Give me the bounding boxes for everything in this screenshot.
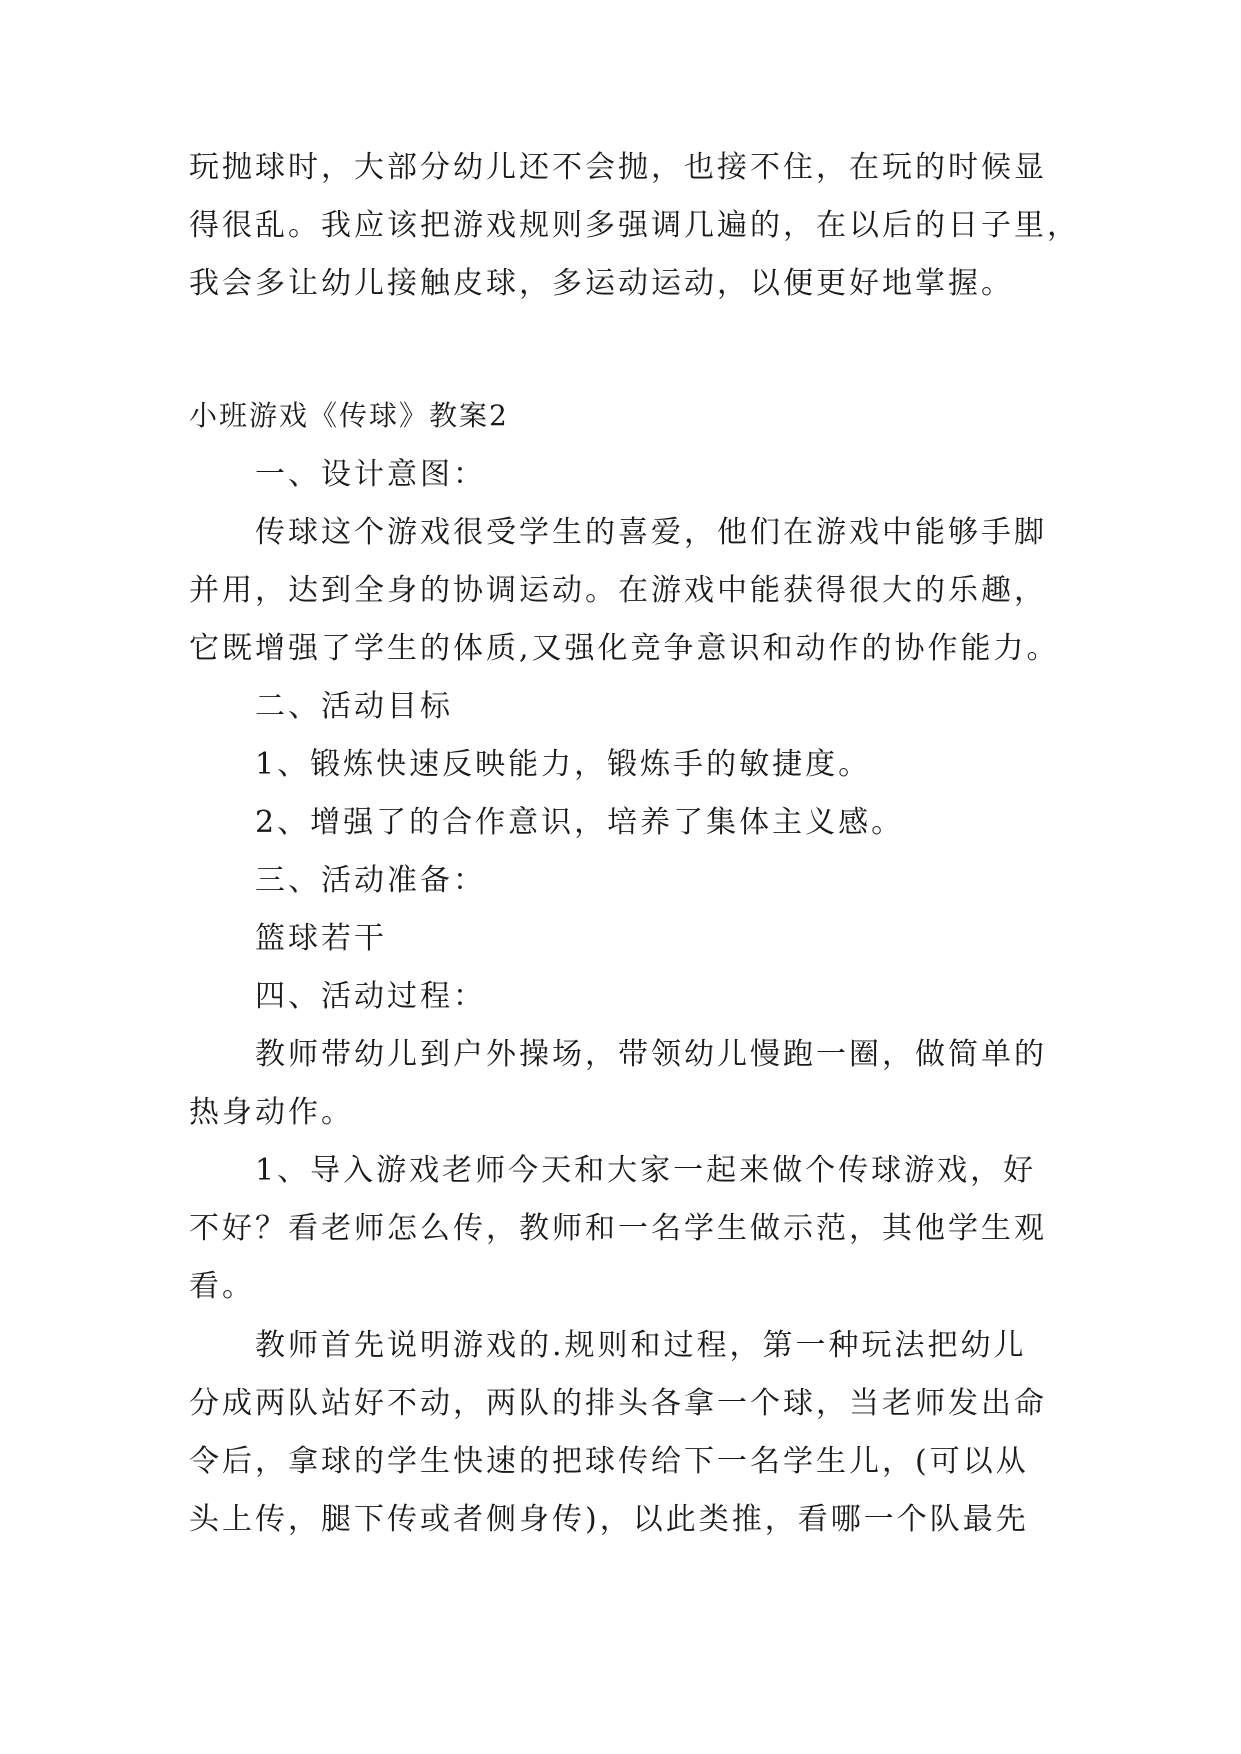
paragraph-line-9: 1、导入游戏老师今天和大家一起来做个传球游戏，好 <box>255 1153 1037 1188</box>
paragraph-line-2: 得很乱。我应该把游戏规则多强调几遍的，在以后的日子里， <box>189 208 1080 243</box>
paragraph-line-14: 令后，拿球的学生快速的把球传给下一名学生儿，(可以从 <box>189 1444 1029 1479</box>
goal-item-2: 2、增强了的合作意识，培养了集体主义感。 <box>255 805 905 840</box>
heading-design-intent: 一、设计意图： <box>255 457 486 492</box>
paragraph-line-5: 并用，达到全身的协调运动。在游戏中能获得很大的乐趣， <box>189 573 1047 608</box>
paragraph-line-7: 教师带幼儿到户外操场，带领幼儿慢跑一圈，做简单的 <box>255 1037 1047 1072</box>
paragraph-line-1: 玩抛球时，大部分幼儿还不会抛，也接不住，在玩的时候显 <box>189 150 1047 185</box>
paragraph-line-6: 它既增强了学生的体质,又强化竞争意识和动作的协作能力。 <box>189 631 1060 666</box>
section-title: 小班游戏《传球》教案2 <box>189 399 509 432</box>
heading-activity-process: 四、活动过程： <box>255 979 486 1014</box>
paragraph-line-10: 不好？看老师怎么传，教师和一名学生做示范，其他学生观 <box>189 1211 1047 1246</box>
paragraph-line-8: 热身动作。 <box>189 1095 354 1130</box>
heading-activity-goals: 二、活动目标 <box>255 689 453 724</box>
goal-item-1: 1、锻炼快速反映能力，锻炼手的敏捷度。 <box>255 747 872 782</box>
paragraph-line-3: 我会多让幼儿接触皮球，多运动运动，以便更好地掌握。 <box>189 266 1014 301</box>
paragraph-line-4: 传球这个游戏很受学生的喜爱，他们在游戏中能够手脚 <box>255 515 1047 550</box>
paragraph-line-11: 看。 <box>189 1269 255 1304</box>
paragraph-line-13: 分成两队站好不动，两队的排头各拿一个球，当老师发出命 <box>189 1386 1047 1421</box>
paragraph-line-12: 教师首先说明游戏的.规则和过程，第一种玩法把幼儿 <box>255 1328 1027 1363</box>
paragraph-line-15: 头上传，腿下传或者侧身传)，以此类推，看哪一个队最先 <box>189 1502 1029 1537</box>
preparation-item: 篮球若干 <box>255 921 387 956</box>
heading-activity-preparation: 三、活动准备： <box>255 863 486 898</box>
